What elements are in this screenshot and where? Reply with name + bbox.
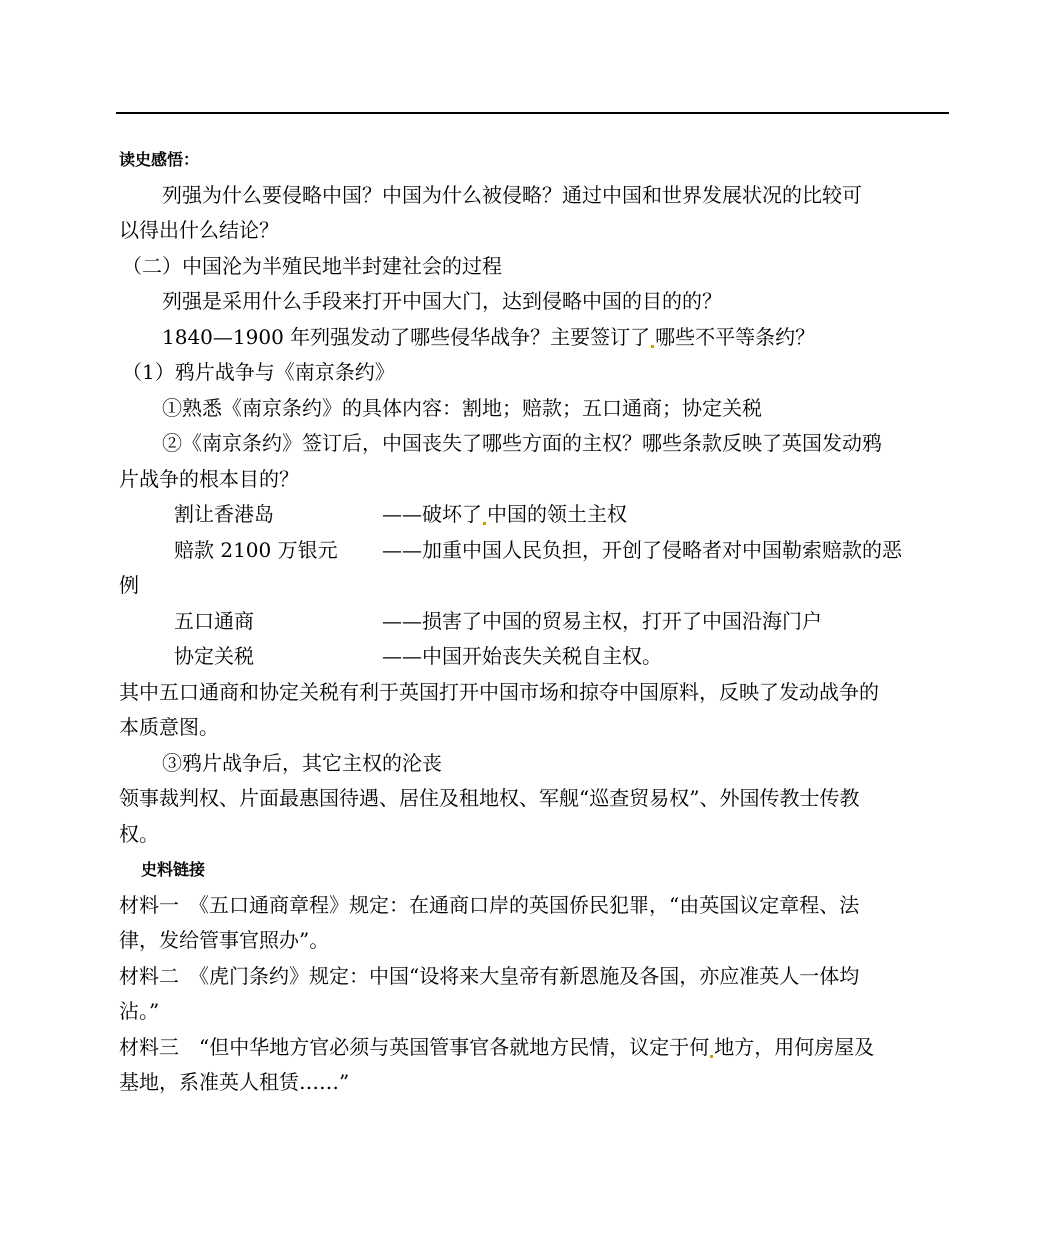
term-effect: ——损害了中国的贸易主权，打开了中国沿海门户	[382, 608, 822, 633]
edit-mark	[483, 522, 486, 525]
term-row	[119, 533, 951, 569]
effect-text: 中国的领土主权	[487, 502, 627, 526]
list-item: ①熟悉《南京条约》的具体内容：割地；赔款；五口通商；协定关税	[162, 395, 762, 420]
heading-source-links: 史料链接	[141, 860, 206, 879]
material-line: 材料一 《五口通商章程》规定：在通商口岸的英国侨民犯罪，“由英国议定章程、法	[119, 892, 860, 917]
edit-mark	[710, 1055, 713, 1058]
list-item: ②《南京条约》签订后，中国丧失了哪些方面的主权？哪些条款反映了英国发动鸦	[162, 431, 882, 455]
term-effect: ——加重中国人民负担，开创了侵略者对中国勒索赔款的恶	[382, 537, 902, 562]
term-effect: ——中国开始丧失关税自主权。	[382, 644, 662, 668]
document-body	[119, 142, 951, 1101]
heading-reading-insight: 读史感悟：	[119, 150, 200, 169]
question-line	[119, 320, 951, 356]
material-line: 律，发给管事官照办”。	[119, 928, 330, 952]
question-text: 哪些不平等条约？	[655, 324, 816, 349]
material-line: 基地，系准英人租赁……”	[119, 1070, 350, 1094]
term: 赔款 2100 万银元	[174, 537, 338, 562]
material-text: 材料三 “但中华地方官必须与英国管事官各就地方民情，议定于何	[119, 1034, 710, 1059]
section-title: （二）中国沦为半殖民地半封建社会的过程	[122, 253, 502, 278]
rights-line: 权。	[119, 821, 159, 846]
edit-mark	[651, 345, 654, 348]
effect-text: ——破坏了	[382, 502, 482, 526]
term-effect-cont: 例	[119, 573, 139, 597]
summary-line: 其中五口通商和协定关税有利于英国打开中国市场和掠夺中国原料，反映了发动战争的	[119, 679, 879, 704]
material-line	[119, 1030, 951, 1066]
term-row	[119, 604, 951, 640]
term-effect	[382, 497, 951, 533]
subsection-title: （1）鸦片战争与《南京条约》	[122, 360, 395, 384]
term: 协定关税	[174, 644, 254, 668]
paragraph-line: 以得出什么结论？	[119, 218, 279, 242]
material-line: 材料二 《虎门条约》规定：中国“设将来大皇帝有新恩施及各国，亦应准英人一体均	[119, 963, 860, 988]
paragraph-line: 列强为什么要侵略中国？中国为什么被侵略？通过中国和世界发展状况的比较可	[162, 182, 862, 207]
term: 割让香港岛	[174, 502, 274, 526]
summary-line: 本质意图。	[119, 715, 219, 739]
material-line: 沾。”	[119, 999, 160, 1023]
question-text: 1840—1900 年列强发动了哪些侵华战争？主要签订了	[162, 324, 651, 349]
header-rule	[116, 112, 949, 114]
term-row	[119, 497, 951, 533]
term: 五口通商	[174, 608, 254, 633]
list-item-cont: 片战争的根本目的？	[119, 466, 299, 491]
term-row	[119, 639, 951, 675]
question-line: 列强是采用什么手段来打开中国大门，达到侵略中国的目的的？	[162, 289, 722, 313]
rights-line: 领事裁判权、片面最惠国待遇、居住及租地权、军舰“巡查贸易权”、外国传教士传教	[119, 786, 860, 810]
list-item: ③鸦片战争后，其它主权的沦丧	[162, 750, 442, 775]
material-text: 地方，用何房屋及	[714, 1034, 875, 1059]
